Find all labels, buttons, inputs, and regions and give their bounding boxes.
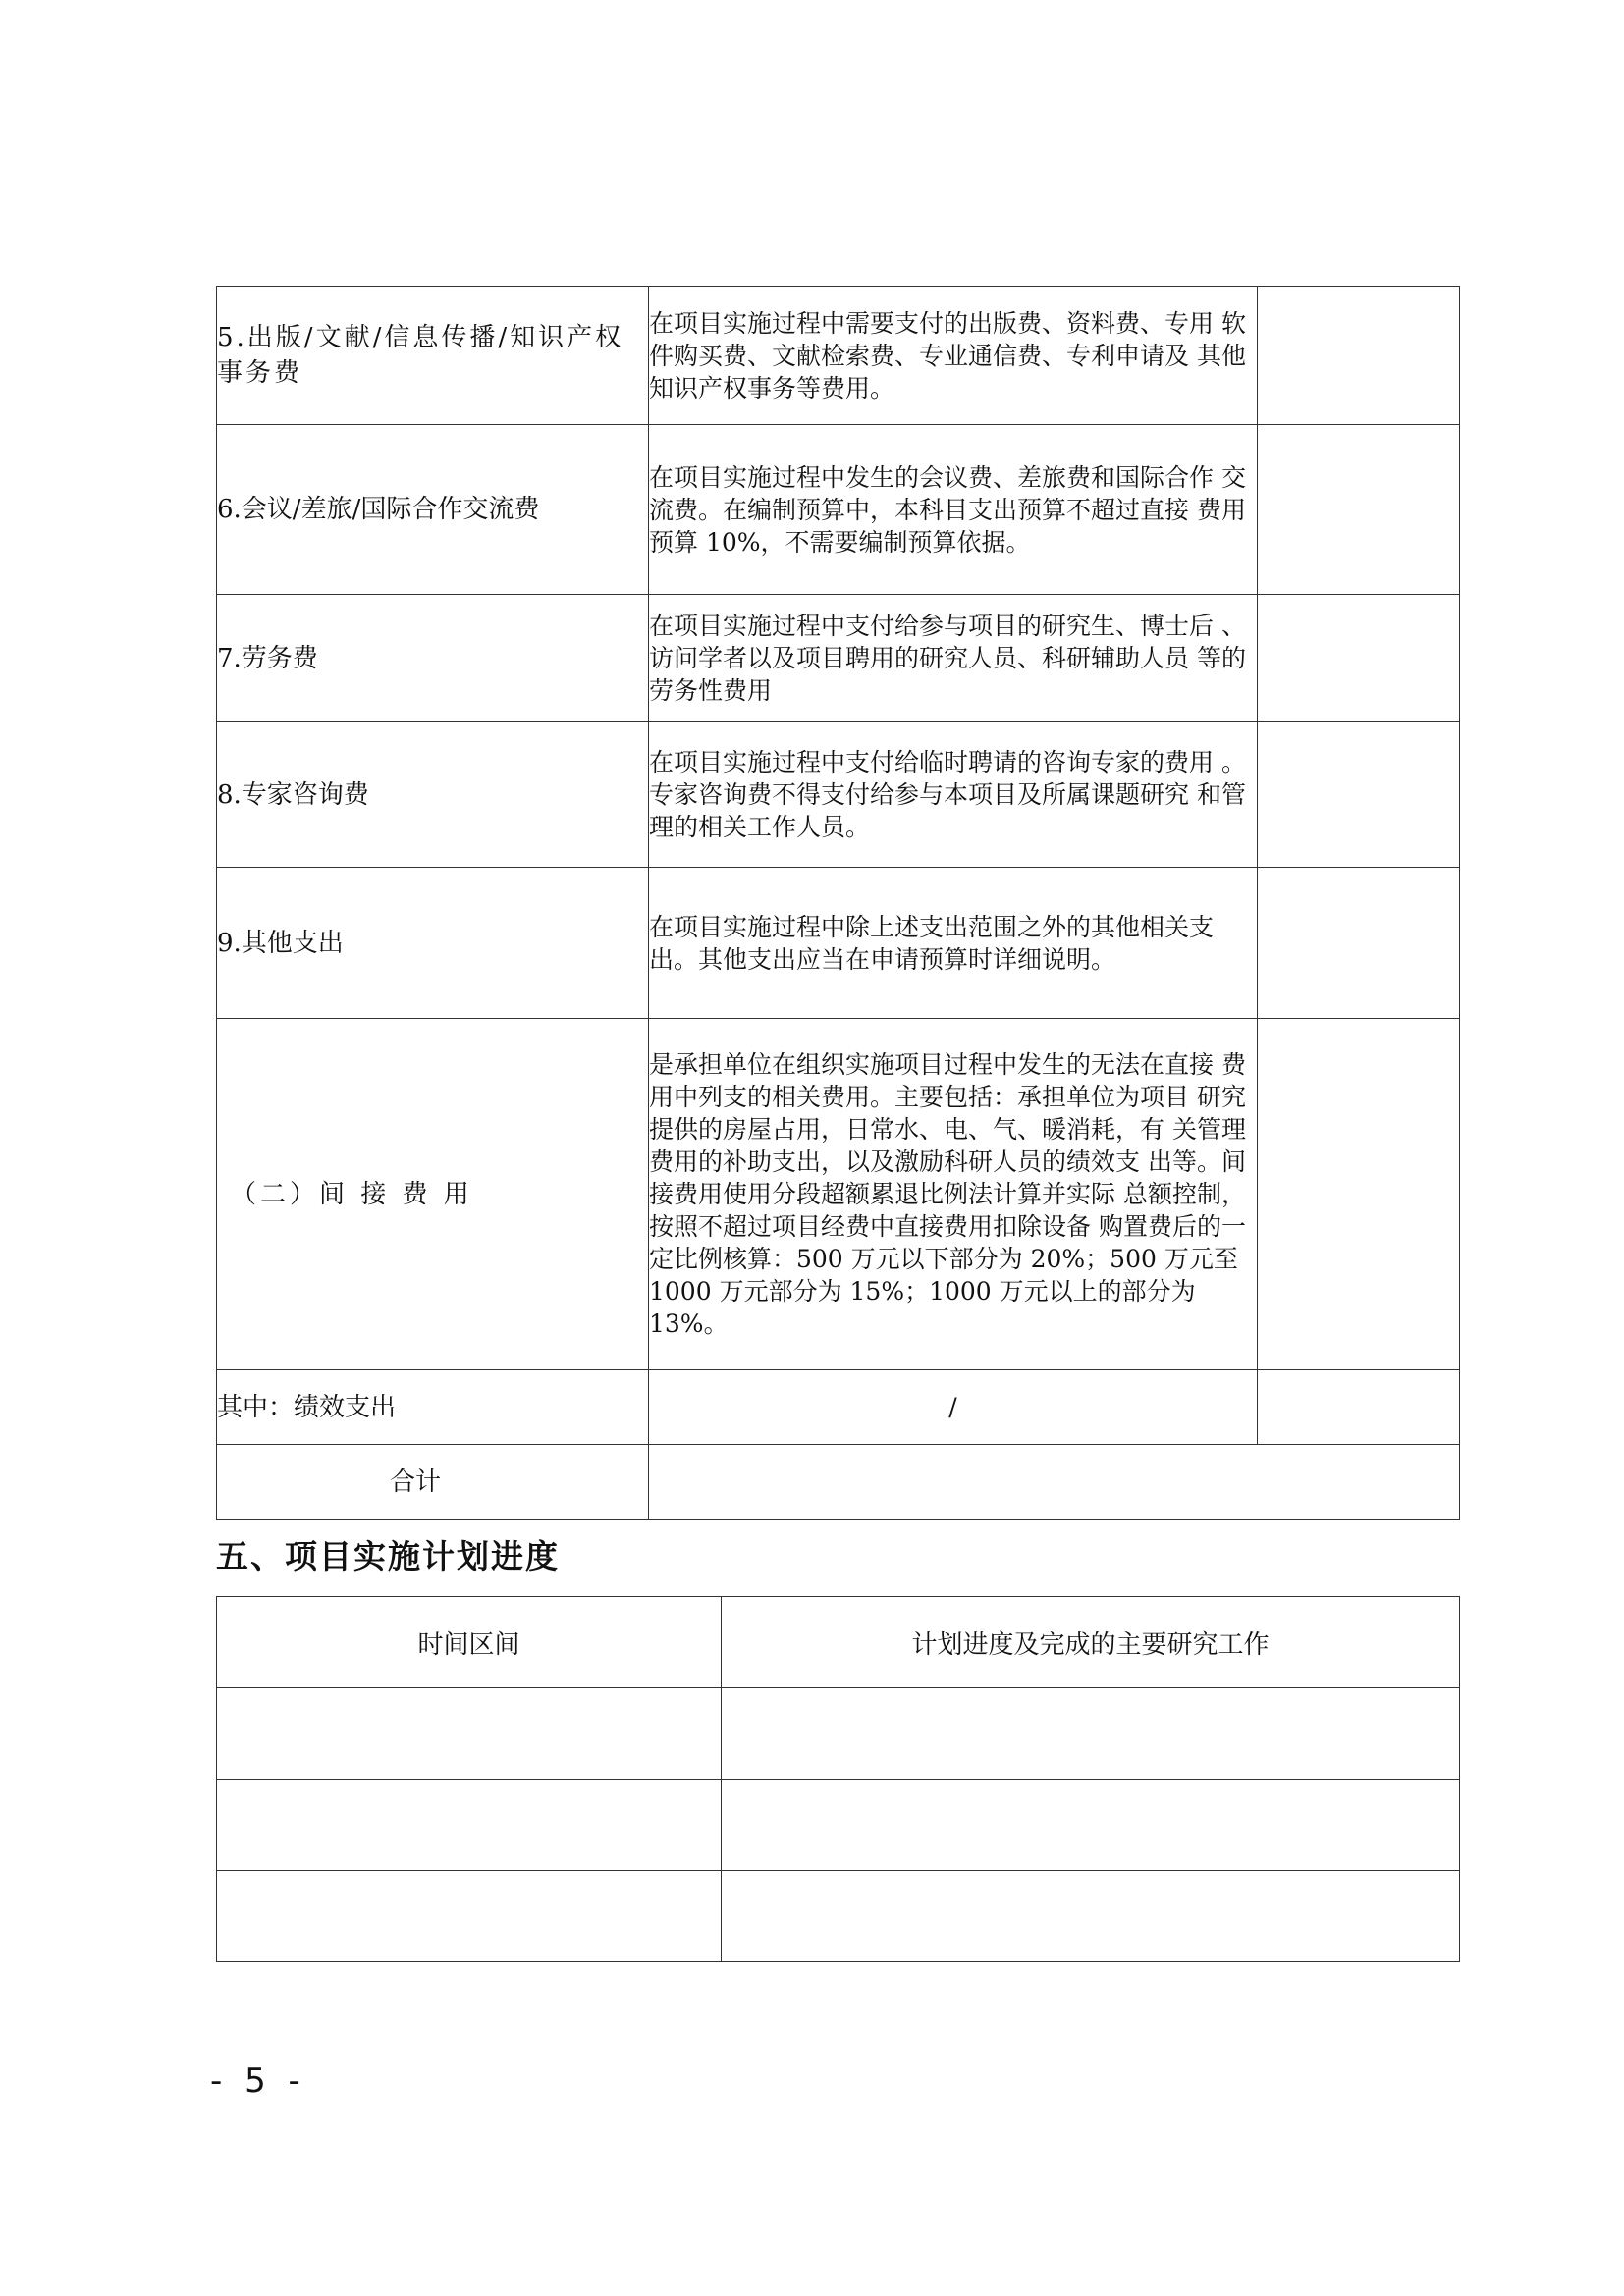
budget-category: 6.会议/差旅/国际合作交流费 <box>217 425 649 595</box>
budget-category: （二）间 接 费 用 <box>217 1019 649 1370</box>
budget-category: 9.其他支出 <box>217 868 649 1019</box>
table-row <box>217 425 1460 595</box>
table-row <box>217 1370 1460 1445</box>
section-title: 五、项目实施计划进度 <box>216 1537 560 1575</box>
table-row <box>217 1019 1460 1370</box>
budget-description: 是承担单位在组织实施项目过程中发生的无法在直接 费用中列支的相关费用。主要包括：承担单位为项目 研究提供的房屋占用，日常水、电、气、暖消耗，有 关管理费用的补助支出，以及激励科研人员的绩效支 出等。间接费用使用分段超额累退比例法计算并实际 总额控制，按照不超过项目经费中直接费用扣除设备 购置费后的一定比例核算：500 万元以下部分为 20%；500 万元至 1000 万元部分为 15%；1000 万元以上的部分为 13%。 <box>649 1019 1258 1370</box>
budget-description: 在项目实施过程中支付给临时聘请的咨询专家的费用 。专家咨询费不得支付给参与本项目及所属课题研究 和管理的相关工作人员。 <box>649 722 1258 868</box>
table-row <box>217 595 1460 722</box>
budget-description: 在项目实施过程中除上述支出范围之外的其他相关支 出。其他支出应当在申请预算时详细说明。 <box>649 868 1258 1019</box>
budget-amount-cell[interactable] <box>1258 722 1460 868</box>
table-row <box>217 1780 1460 1871</box>
planned-work-cell[interactable] <box>722 1871 1460 1962</box>
budget-category: 8.专家咨询费 <box>217 722 649 868</box>
plan-table <box>216 1596 1460 1962</box>
total-amount-cell[interactable] <box>649 1445 1460 1520</box>
planned-work-cell[interactable] <box>722 1688 1460 1780</box>
table-row <box>217 722 1460 868</box>
budget-amount-cell[interactable] <box>1258 1370 1460 1445</box>
budget-amount-cell[interactable] <box>1258 287 1460 425</box>
budget-table <box>216 286 1460 1520</box>
table-row <box>217 1445 1460 1520</box>
budget-amount-cell[interactable] <box>1258 1019 1460 1370</box>
budget-description: 在项目实施过程中需要支付的出版费、资料费、专用 软件购买费、文献检索费、专业通信费、专利申请及 其他知识产权事务等费用。 <box>649 287 1258 425</box>
budget-category: 5.出版/文献/信息传播/知识产权事务费 <box>217 287 649 425</box>
budget-description: 在项目实施过程中支付给参与项目的研究生、博士后 、访问学者以及项目聘用的研究人员、科研辅助人员 等的劳务性费用 <box>649 595 1258 722</box>
table-row <box>217 1688 1460 1780</box>
budget-category: 7.劳务费 <box>217 595 649 722</box>
budget-category: 其中：绩效支出 <box>217 1370 649 1445</box>
time-range-cell[interactable] <box>217 1871 722 1962</box>
table-header-row <box>217 1597 1460 1688</box>
page-number: - 5 - <box>210 2061 306 2101</box>
budget-description: / <box>649 1370 1258 1445</box>
column-header-time-range: 时间区间 <box>217 1597 722 1688</box>
budget-description: 在项目实施过程中发生的会议费、差旅费和国际合作 交流费。在编制预算中，本科目支出预算不超过直接 费用预算 10%，不需要编制预算依据。 <box>649 425 1258 595</box>
budget-amount-cell[interactable] <box>1258 425 1460 595</box>
time-range-cell[interactable] <box>217 1688 722 1780</box>
total-label: 合计 <box>217 1445 649 1520</box>
column-header-planned-work: 计划进度及完成的主要研究工作 <box>722 1597 1460 1688</box>
budget-amount-cell[interactable] <box>1258 595 1460 722</box>
budget-amount-cell[interactable] <box>1258 868 1460 1019</box>
planned-work-cell[interactable] <box>722 1780 1460 1871</box>
table-row <box>217 1871 1460 1962</box>
table-row <box>217 287 1460 425</box>
table-row <box>217 868 1460 1019</box>
time-range-cell[interactable] <box>217 1780 722 1871</box>
